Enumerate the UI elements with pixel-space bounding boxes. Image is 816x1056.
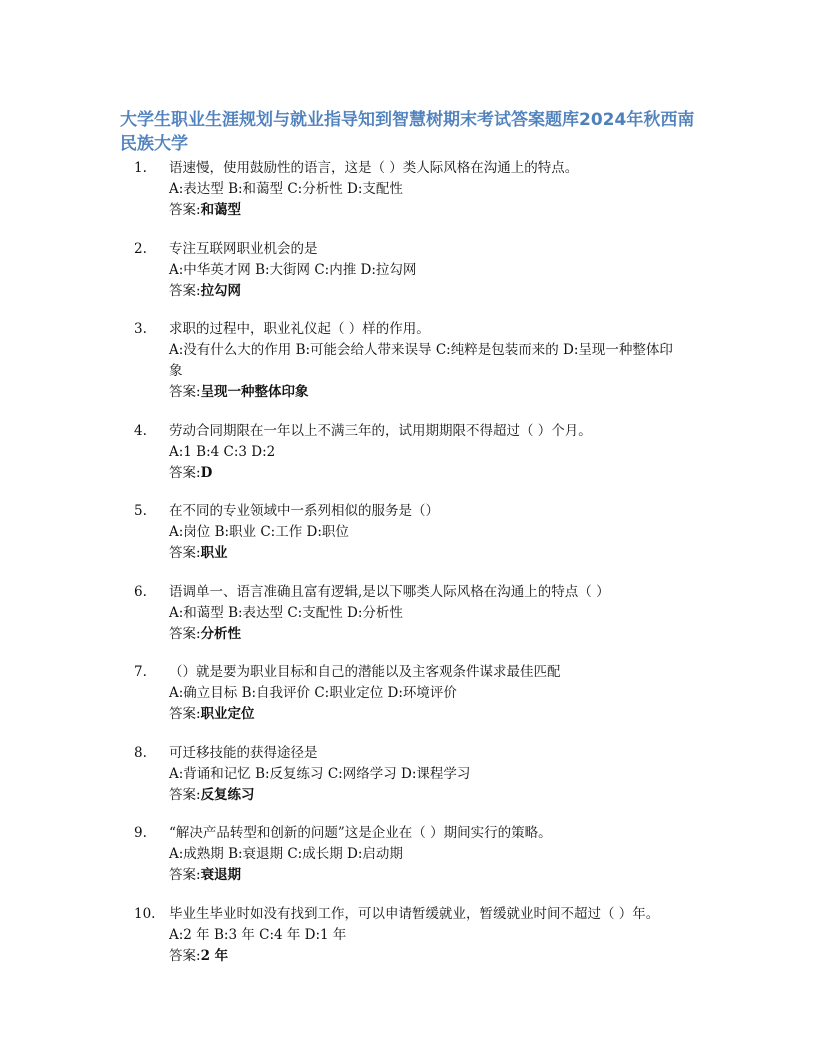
answer-prefix: 答案: — [169, 625, 201, 642]
answer-value: 和蔼型 — [200, 202, 242, 218]
answer-prefix: 答案: — [169, 867, 201, 883]
answer-value: 衰退期 — [200, 867, 242, 883]
question-number: 8. — [134, 744, 147, 761]
question-text: 语调单一、语言准确且富有逻辑,是以下哪类人际风格在沟通上的特点（ ） — [169, 583, 610, 600]
question-options: A:和蔼型 B:表达型 C:支配性 D:分析性 — [169, 604, 403, 621]
question-item — [0, 904, 816, 967]
question-options: A:1 B:4 C:3 D:2 — [169, 443, 276, 460]
answer-line — [169, 382, 685, 403]
answer-value: 呈现一种整体印象 — [200, 384, 309, 400]
question-body — [169, 158, 685, 221]
question-options: A:中华英才网 B:大街网 C:内推 D:拉勾网 — [169, 261, 417, 278]
answer-prefix: 答案: — [169, 706, 201, 722]
answer-prefix: 答案: — [169, 464, 201, 481]
question-item — [0, 582, 816, 645]
question-text: （）就是要为职业目标和自己的潜能以及主客观条件谋求最佳匹配 — [169, 664, 561, 680]
answer-value: 2 年 — [200, 947, 229, 964]
answer-line — [169, 463, 685, 484]
question-item — [0, 421, 816, 484]
question-number: 3. — [134, 321, 147, 337]
answer-line — [169, 785, 685, 806]
answer-line — [169, 281, 685, 302]
question-text: 专注互联网职业机会的是 — [169, 240, 318, 257]
question-number: 5. — [134, 503, 147, 519]
answer-prefix: 答案: — [169, 202, 201, 218]
question-number: 10. — [134, 905, 156, 922]
document-title: 大学生职业生涯规划与就业指导知到智慧树期末考试答案题库2024年秋西南民族大学 — [120, 110, 695, 154]
answer-value: 职业 — [200, 545, 228, 561]
question-options: A:没有什么大的作用 B:可能会给人带来误导 C:纯粹是包装而来的 D:呈现一种整体印象 — [169, 342, 673, 379]
question-number: 4. — [134, 422, 147, 439]
answer-value: 职业定位 — [200, 706, 255, 722]
answer-prefix: 答案: — [169, 384, 201, 400]
answer-prefix: 答案: — [169, 282, 201, 299]
question-item — [0, 823, 816, 886]
question-body — [169, 501, 685, 564]
question-item — [0, 158, 816, 221]
answer-prefix: 答案: — [169, 947, 201, 964]
question-text: 毕业生毕业时如没有找到工作，可以申请暂缓就业，暂缓就业时间不超过（ ）年。 — [169, 905, 660, 922]
question-text: 语速慢，使用鼓励性的语言，这是（ ）类人际风格在沟通上的特点。 — [169, 160, 579, 176]
question-text: 在不同的专业领域中一系列相似的服务是（） — [169, 503, 439, 519]
answer-line — [169, 543, 685, 564]
question-list — [0, 158, 816, 984]
question-body — [169, 582, 685, 645]
answer-value: 反复练习 — [200, 786, 255, 803]
question-number: 2. — [134, 240, 147, 257]
answer-value: 分析性 — [200, 625, 242, 642]
question-body — [169, 421, 685, 484]
question-body — [169, 662, 685, 725]
question-text: 可迁移技能的获得途径是 — [169, 744, 318, 761]
question-number: 7. — [134, 664, 147, 680]
answer-value: 拉勾网 — [200, 282, 242, 299]
question-item — [0, 319, 816, 403]
question-options: A:确立目标 B:自我评价 C:职业定位 D:环境评价 — [169, 685, 457, 701]
answer-line — [169, 865, 685, 886]
question-options: A:岗位 B:职业 C:工作 D:职位 — [169, 524, 349, 540]
question-options: A:2 年 B:3 年 C:4 年 D:1 年 — [169, 926, 347, 943]
question-text: 劳动合同期限在一年以上不满三年的，试用期期限不得超过（ ）个月。 — [169, 422, 592, 439]
question-body — [169, 319, 685, 403]
question-body — [169, 743, 685, 806]
answer-line — [169, 200, 685, 221]
question-options: A:表达型 B:和蔼型 C:分析性 D:支配性 — [169, 181, 403, 197]
question-number: 1. — [134, 160, 147, 176]
question-number: 6. — [134, 583, 147, 600]
answer-line — [169, 704, 685, 725]
question-options: A:成熟期 B:衰退期 C:成长期 D:启动期 — [169, 846, 403, 862]
answer-line — [169, 946, 685, 967]
question-item — [0, 501, 816, 564]
question-text: 求职的过程中，职业礼仪起（ ）样的作用。 — [169, 321, 430, 337]
answer-line — [169, 624, 685, 645]
question-item — [0, 662, 816, 725]
question-number: 9. — [134, 825, 147, 841]
answer-value: D — [200, 464, 213, 481]
answer-prefix: 答案: — [169, 545, 201, 561]
question-body — [169, 904, 685, 967]
question-item — [0, 239, 816, 302]
question-item — [0, 743, 816, 806]
question-options: A:背诵和记忆 B:反复练习 C:网络学习 D:课程学习 — [169, 765, 471, 782]
question-body — [169, 823, 685, 886]
answer-prefix: 答案: — [169, 786, 201, 803]
question-text: “解决产品转型和创新的问题”这是企业在（ ）期间实行的策略。 — [169, 825, 552, 841]
question-body — [169, 239, 685, 302]
